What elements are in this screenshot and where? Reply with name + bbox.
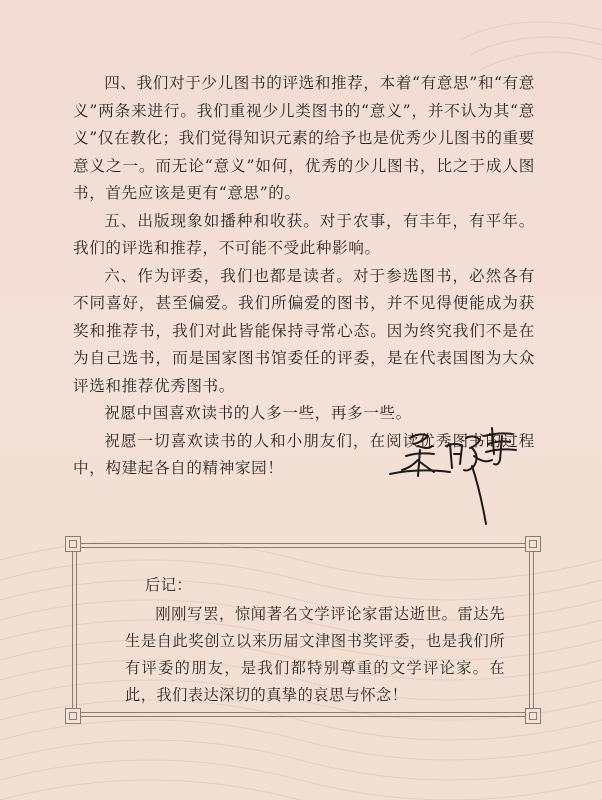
postscript-content bbox=[125, 572, 505, 709]
frame-corner-ornament bbox=[525, 708, 541, 724]
paragraph-six: 六、作为评委，我们也都是读者。对于参选图书，必然各有不同喜好，甚至偏爱。我们所偏爱的图书，并不见得便能成为获奖和推荐书，我们对此皆能保持寻常心态。因为终究我们不是在为自己选书，而是国家图书馆委任的评委，是在代表国图为大众评选和推荐优秀图书。 bbox=[73, 266, 535, 395]
frame-corner-ornament bbox=[525, 536, 541, 552]
handwritten-signature bbox=[388, 420, 538, 530]
frame-corner-ornament bbox=[65, 536, 81, 552]
postscript-frame bbox=[72, 543, 534, 717]
wish-paragraph-1: 祝愿中国喜欢读书的人多一些，再多一些。 bbox=[104, 404, 412, 422]
postscript-title: 后记： bbox=[145, 576, 193, 594]
wish-paragraph-2: 祝愿一切喜欢读书的人和小朋友们，在阅读优秀图书的过程中，构建起各自的精神家园！ bbox=[73, 431, 535, 477]
paragraph-five: 五、出版现象如播种和收获。对于农事，有丰年，有平年。我们的评选和推荐，不可能不受此种影响。 bbox=[73, 211, 535, 257]
paragraph-four: 四、我们对于少儿图书的评选和推荐，本着“有意思”和“有意义”两条来进行。我们重视少儿类图书的“意义”，并不认为其“意义”仅在教化；我们觉得知识元素的给予也是优秀少儿图书的重要意义之一。而无论“意义”如何，优秀的少儿图书，比之于成人图书，首先应该是更有“意思”的。 bbox=[73, 74, 535, 202]
postscript-text: 刚刚写罢，惊闻著名文学评论家雷达逝世。雷达先生是自此奖创立以来历届文津图书奖评委，也是我们所有评委的朋友，是我们都特别尊重的文学评论家。在此，我们表达深切的真挚的哀思与怀念！ bbox=[125, 605, 505, 704]
frame-corner-ornament bbox=[65, 708, 81, 724]
